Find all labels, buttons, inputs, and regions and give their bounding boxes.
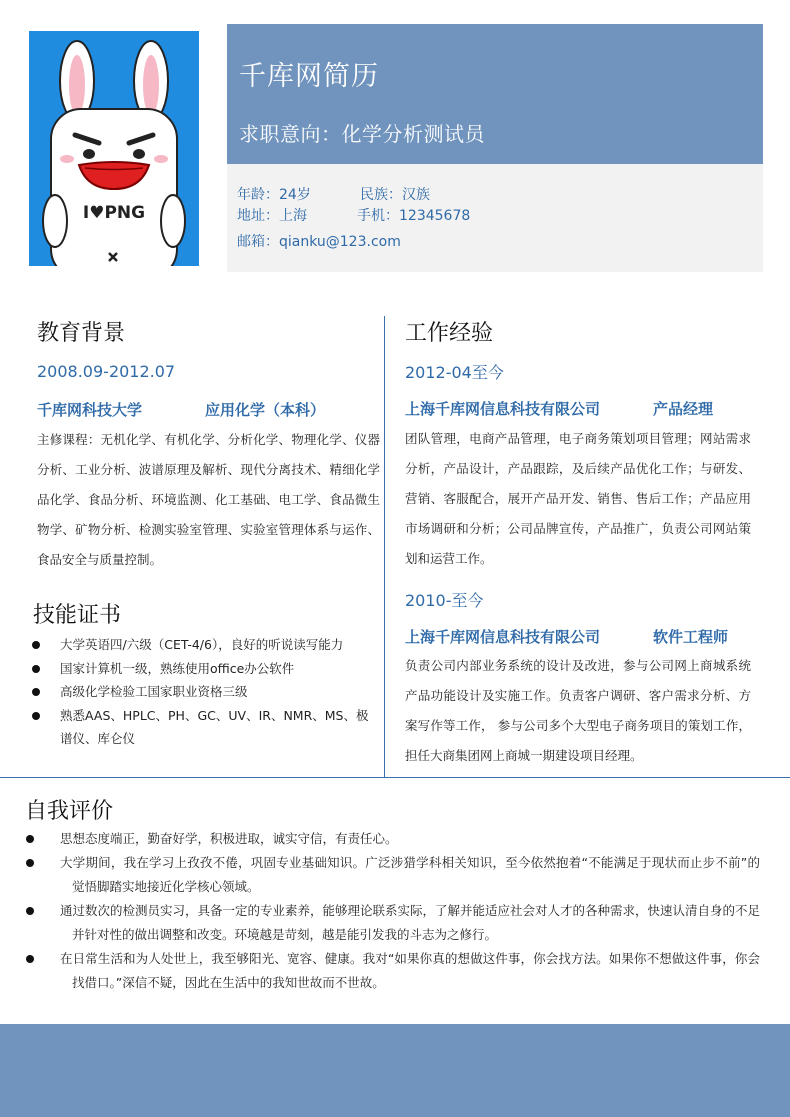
list-item: 熟悉AAS、HPLC、PH、GC、UV、IR、NMR、MS、极谱仪、库仑仪 (30, 704, 380, 751)
list-item: 大学英语四/六级（CET-4/6），良好的听说读写能力 (30, 633, 380, 657)
address-field: 地址：上海 (237, 208, 307, 224)
education-title: 教育背景 (37, 321, 126, 346)
header-banner (227, 24, 763, 164)
bullet-icon (32, 641, 40, 649)
bullet-icon (32, 665, 40, 673)
age-field: 年龄：24岁 (237, 187, 311, 203)
list-item: 在日常生活和为人处世上，我至够阳光、宽容、健康。我对“如果你真的想做这件事，你会找方法。如果你不想做这件事，你会找借口。”深信不疑，因此在生活中的我知世故而不世故。 (20, 947, 760, 995)
job-2-description: 负责公司内部业务系统的设计及改进，参与公司网上商城系统产品功能设计及实施工作。负责客户调研、客户需求分析、方案写作等工作， 参与公司多个大型电子商务项目的策划工作，担任大商集团网上商城一期建设项目经理。 (405, 658, 751, 763)
skills-list (30, 633, 380, 751)
job-2-period: 2010-至今 (405, 591, 484, 610)
school-name: 千库网科技大学 (37, 401, 143, 419)
job-1-role: 产品经理 (653, 400, 714, 418)
self-eval-title: 自我评价 (25, 799, 114, 824)
job-2-org-line (405, 626, 729, 647)
email-field: 邮箱：qianku@123.com (237, 234, 401, 250)
column-divider (384, 316, 385, 778)
job-2-role: 软件工程师 (653, 628, 729, 646)
courses-text: 主修课程：无机化学、有机化学、分析化学、物理化学、仪器分析、工业分析、波谱原理及解析、现代分离技术、精细化学品化学、食品分析、环境监测、化工基础、电工学、食品微生物学、矿物分析、检测实验室管理、实验室管理体系与运作、食品安全与质量控制。 (37, 432, 380, 567)
job-1-org-line (405, 398, 714, 419)
job-intent-value: 化学分析测试员 (341, 122, 485, 146)
job-1-period: 2012-04至今 (405, 363, 504, 382)
bullet-icon (26, 907, 34, 915)
list-item: 国家计算机一级，熟练使用office办公软件 (30, 657, 380, 681)
bullet-icon (32, 712, 40, 720)
bullet-icon (26, 835, 34, 843)
major-name: 应用化学（本科） (205, 401, 326, 419)
job-1-company: 上海千库网信息科技有限公司 (405, 400, 601, 418)
resume-title: 千库网简历 (239, 61, 379, 92)
info-row-1 (237, 184, 430, 204)
ethnicity-field: 民族：汉族 (360, 187, 430, 203)
list-item: 高级化学检验工国家职业资格三级 (30, 680, 380, 704)
skills-title: 技能证书 (33, 603, 122, 628)
photo-text: I♥PNG (82, 203, 146, 223)
profile-photo (29, 31, 199, 266)
phone-field: 手机：12345678 (357, 208, 471, 224)
list-item: 通过数次的检测员实习，具备一定的专业素养，能够理论联系实际，了解并能适应社会对人才的各种需求，快速认清自身的不足并针对性的做出调整和改变。环境越是苛刻，越是能引发我的斗志为之修行。 (20, 899, 760, 947)
section-divider (0, 777, 790, 778)
work-title: 工作经验 (405, 321, 494, 346)
job-1-description: 团队管理，电商产品管理，电子商务策划项目管理；网站需求分析，产品设计，产品跟踪，及后续产品优化工作；与研发、营销、客服配合，展开产品开发、销售、售后工作；产品应用市场调研和分析；公司品牌宣传，产品推广，负责公司网站策划和运营工作。 (405, 431, 751, 566)
list-item: 思想态度端正，勤奋好学，积极进取，诚实守信，有责任心。 (20, 827, 760, 851)
job-intent-label: 求职意向： (239, 122, 342, 146)
bunny-mascot-icon (29, 31, 199, 266)
education-period: 2008.09-2012.07 (37, 362, 176, 381)
self-eval-list (20, 827, 760, 995)
personal-info (227, 164, 763, 272)
bullet-icon (26, 859, 34, 867)
bullet-icon (26, 955, 34, 963)
job-intent (239, 118, 485, 147)
bullet-icon (32, 688, 40, 696)
info-row-2 (237, 205, 471, 225)
education-school-line (37, 399, 326, 420)
footer-banner (0, 1024, 790, 1117)
job-2-company: 上海千库网信息科技有限公司 (405, 628, 601, 646)
list-item: 大学期间，我在学习上孜孜不倦，巩固专业基础知识。广泛涉猎学科相关知识，至今依然抱着“不能满足于现状而止步不前”的觉悟脚踏实地接近化学核心领域。 (20, 851, 760, 899)
